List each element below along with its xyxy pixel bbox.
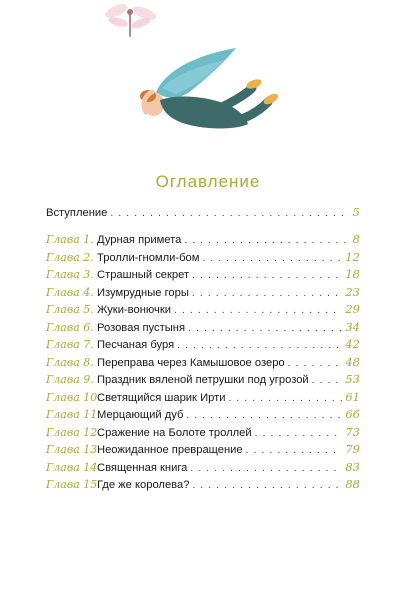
chapter-title: Священная книга [97, 461, 188, 474]
chapter-title: Сражение на Болоте троллей [97, 426, 252, 439]
toc-intro-row[interactable] [46, 204, 360, 220]
chapter-page: 88 [345, 477, 360, 491]
chapter-number: Глава 13. [46, 443, 101, 456]
chapter-title: Где же королева? [97, 479, 190, 491]
toc-intro-page: 5 [352, 205, 360, 219]
chapter-number: Глава 1. [46, 233, 94, 246]
toc-chapter-row[interactable] [46, 424, 360, 440]
dot-leader [177, 338, 342, 354]
chapter-title: Жуки-вонючки [97, 304, 172, 316]
dot-leader [192, 478, 342, 494]
chapter-page: 73 [345, 424, 360, 439]
chapter-number: Глава 12. [46, 425, 101, 439]
dot-leader [228, 391, 342, 407]
toc-chapter-row[interactable] [46, 389, 360, 405]
chapter-number: Глава 10. [46, 390, 101, 404]
toc-chapter-row[interactable] [46, 354, 360, 370]
chapter-number: Глава 15. [46, 478, 101, 491]
chapter-page: 8 [352, 232, 360, 246]
chapter-page: 29 [345, 302, 360, 316]
chapter-page: 66 [345, 407, 360, 421]
chapter-page: 79 [345, 442, 360, 456]
chapter-title: Страшный секрет [97, 269, 190, 281]
toc-chapter-row[interactable] [46, 319, 360, 335]
toc-chapter-row[interactable] [46, 441, 360, 457]
chapter-title: Тролли-гномли-бом [97, 251, 200, 264]
chapter-page: 23 [345, 284, 360, 299]
dot-leader [192, 268, 342, 284]
chapter-title: Праздник вяленой петрушки под угрозой [97, 374, 309, 386]
toc-chapter-row[interactable] [46, 406, 360, 422]
chapter-number: Глава 5. [46, 303, 94, 316]
toc-chapter-row[interactable] [46, 371, 360, 387]
dot-leader [184, 233, 349, 249]
dot-leader [186, 408, 342, 424]
chapter-page: 53 [345, 372, 360, 386]
chapter-number: Глава 6. [46, 320, 94, 334]
chapter-number: Глава 2. [46, 250, 94, 264]
chapter-page: 83 [345, 459, 360, 474]
dot-leader [255, 426, 343, 442]
toc-intro-label: Вступление [46, 207, 108, 219]
dot-leader [190, 461, 342, 477]
girl-figure [140, 48, 280, 129]
chapter-page: 34 [345, 319, 360, 334]
chapter-title: Переправа через Камышовое озеро [97, 356, 285, 369]
chapter-title: Неожиданное превращение [97, 444, 243, 456]
dot-leader [312, 373, 343, 389]
toc-chapter-row[interactable] [46, 266, 360, 282]
chapter-page: 18 [345, 267, 360, 281]
chapter-title: Светящийся шарик Ирти [97, 391, 226, 404]
toc-chapter-row[interactable] [46, 249, 360, 265]
chapter-page: 61 [345, 389, 360, 404]
dragonfly-icon [103, 1, 158, 36]
toc-chapter-row[interactable] [46, 336, 360, 352]
toc-chapter-row[interactable] [46, 231, 360, 247]
chapter-page: 48 [345, 354, 360, 369]
chapter-number: Глава 11. [46, 408, 101, 421]
chapter-number: Глава 3. [46, 268, 94, 281]
flying-girl-illustration [96, 0, 296, 145]
dot-leader [110, 206, 349, 222]
toc-chapter-row[interactable] [46, 284, 360, 300]
chapter-title: Изумрудные горы [97, 286, 189, 299]
chapter-number: Глава 8. [46, 355, 94, 369]
chapter-title: Розовая пустыня [97, 321, 186, 334]
dot-leader [246, 443, 343, 459]
chapter-title: Дурная примета [97, 234, 182, 246]
dot-leader [174, 303, 342, 319]
toc-title: Оглавление [155, 172, 261, 191]
toc-chapter-row[interactable] [46, 476, 360, 492]
dot-leader [188, 321, 342, 337]
dot-leader [202, 251, 342, 267]
chapter-title: Песчаная буря [97, 339, 175, 351]
chapter-number: Глава 4. [46, 285, 94, 299]
dot-leader [192, 286, 342, 302]
chapter-page: 12 [345, 249, 360, 264]
dot-leader [288, 356, 343, 372]
toc-chapter-row[interactable] [46, 301, 360, 317]
toc-chapter-row[interactable] [46, 459, 360, 475]
chapter-page: 42 [345, 337, 360, 351]
chapter-number: Глава 9. [46, 373, 94, 386]
chapter-number: Глава 7. [46, 338, 94, 351]
chapter-title: Мерцающий дуб [97, 409, 184, 421]
chapter-number: Глава 14. [46, 460, 101, 474]
